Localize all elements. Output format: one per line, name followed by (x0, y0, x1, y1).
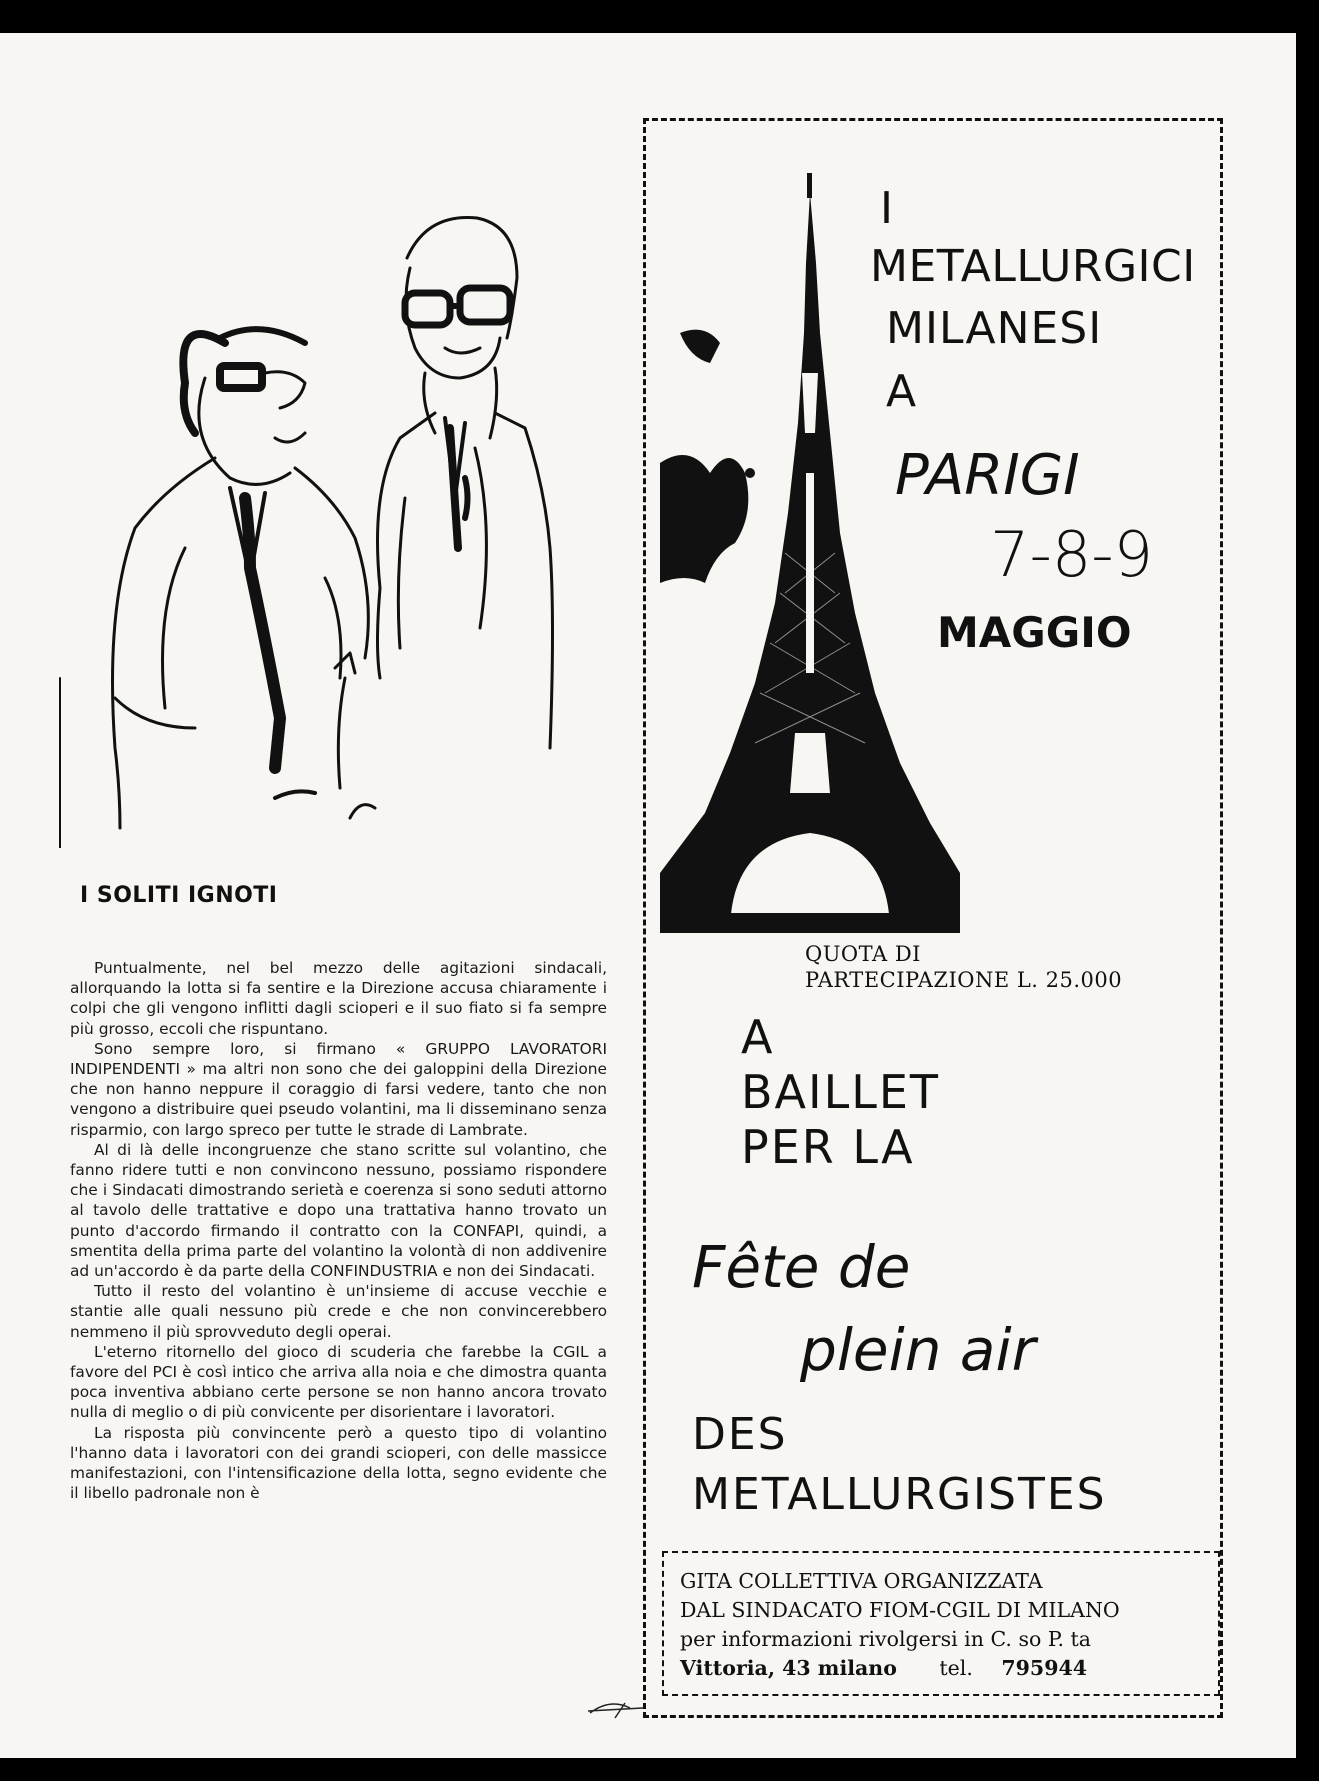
article-paragraph: L'eterno ritornello del gioco di scuderia che farebbe la CGIL a favore del PCI è così intico che arriva alla noia e che dimostra quanta poca inventiva abbiano certe persone se non hanno ancora trovato nulla di meglio o di più convicente per disorientare i lavoratori. (70, 1342, 607, 1422)
article-title: I SOLITI IGNOTI (80, 883, 278, 908)
article-paragraph: Sono sempre loro, si firmano « GRUPPO LAVORATORI INDIPENDENTI » ma altri non sono che dei galoppini della Direzione che non hanno neppure il coraggio di farsi vedere, tanto che non vengono a distribuire quei pseudo volantini, ma li disseminano senza risparmio, con largo spreco per tutte le strade di Lambrate. (70, 1039, 607, 1139)
baillet-heading (741, 1010, 940, 1175)
fete-line-1: Fête de (692, 1233, 911, 1301)
poster-line-milanesi: MILANESI (886, 303, 1103, 354)
article-paragraph: Al di là delle incongruenze che stano scritte sul volantino, che fanno ridere tutti e non convincono nessuno, possiamo rispondere che i Sindacati dimostrando serietà e coerenza si sono seduti attorno al tavolo delle trattative e dopo una trattativa hanno trovato un punto d'accordo firmando il contratto con la CONFAPI, quindi, a smentita della prima parte del volantino la volontà di non addivenire ad un'accordo è da parte della CONFINDUSTRIA e non dei Sindacati. (70, 1140, 607, 1281)
poster-line-a: A (886, 366, 917, 417)
info-line-2: DAL SINDACATO FIOM-CGIL DI MILANO (680, 1598, 1120, 1622)
poster-dates: 7-8-9 (990, 518, 1154, 591)
article-body (70, 958, 607, 1503)
poster-line-metallurgici: METALLURGICI (870, 241, 1196, 292)
poster-line-i: I (880, 183, 893, 234)
baillet-line-1: A (741, 1010, 775, 1064)
des-line-2: METALLURGISTES (692, 1469, 1107, 1520)
info-tel-label: tel. (939, 1656, 973, 1680)
baillet-line-3: PER LA (741, 1120, 915, 1174)
info-box (662, 1551, 1220, 1696)
pen-mark (585, 1693, 645, 1723)
quota-line-2: PARTECIPAZIONE L. 25.000 (805, 968, 1123, 992)
participation-fee (805, 941, 1122, 993)
des-line-1: DES (692, 1409, 788, 1460)
info-line-3: per informazioni rivolgersi in C. so P. ta (680, 1627, 1091, 1651)
article-paragraph: Tutto il resto del volantino è un'insieme di accuse vecchie e stantie alle quali nessuno più crede e che non convincerebbero nemmeno il più sprovveduto degli operai. (70, 1282, 607, 1341)
fete-line-2: plein air (800, 1316, 1036, 1384)
article-paragraph: La risposta più convincente però a questo tipo di volantino l'hanno data i lavoratori con dei grandi scioperi, con delle massicce manifestazioni, con l'intensificazione della lotta, segno evidente che il libello padronale non è (70, 1423, 607, 1503)
cartoon-illustration (55, 198, 585, 848)
info-line-1: GITA COLLETTIVA ORGANIZZATA (680, 1569, 1043, 1593)
poster-city: PARIGI (895, 443, 1080, 508)
poster-month: MAGGIO (937, 608, 1132, 657)
article-paragraph: Puntualmente, nel bel mezzo delle agitazioni sindacali, allorquando la lotta si fa sentire e la Direzione accusa chiaramente i colpi che gli vengono inflitti dagli scioperi e il suo fiato si fa sempre più grosso, eccoli che rispuntano. (70, 959, 607, 1038)
info-tel-number: 795944 (1001, 1656, 1087, 1680)
info-address: Vittoria, 43 milano (680, 1656, 897, 1680)
document-page (0, 33, 1296, 1758)
des-metallurgistes (692, 1405, 1107, 1525)
baillet-line-2: BAILLET (741, 1065, 941, 1119)
quota-line-1: QUOTA DI (805, 942, 921, 966)
scan-edge (1296, 33, 1319, 1758)
info-line-4 (680, 1654, 1218, 1683)
